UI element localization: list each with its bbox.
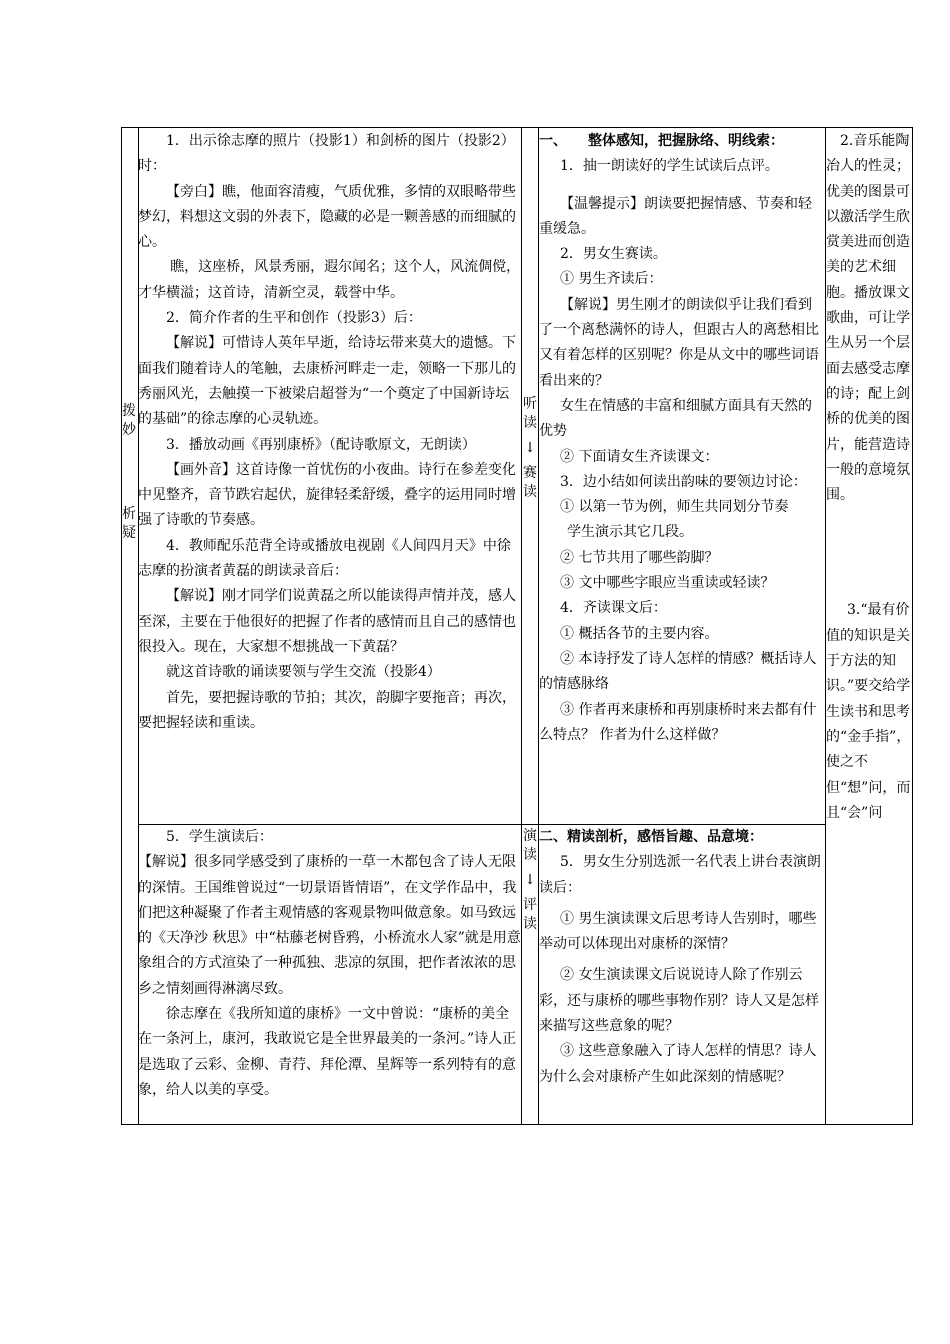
student-activity-cell-top [539,129,825,748]
paragraph: 学生演示其它几段。 [567,524,693,541]
label-char: 演 [523,828,537,844]
paragraph: 【温馨提示】朗读要把握情感、节奏和轻重缓急。 [539,195,812,237]
table-border-left [121,127,122,1125]
label-char: 拨 [122,403,136,419]
paragraph: 徐志摩在《我所知道的康桥》一文中曾说：“康桥的美全在一条河上，康河，我敢说它是全世界最美的一条河。”诗人正是选取了云彩、金柳、青荇、拜伦潭、星辉等一系列特有的意象，给人以美的享受。 [138,1006,517,1098]
paragraph: 瞧，这座桥，风景秀丽，遐尔闻名；这个人，风流倜傥，才华横溢；这首诗，清新空灵，载誉中华。 [138,259,521,301]
label-char: 读 [523,916,537,932]
paragraph: 【画外音】这首诗像一首忧伤的小夜曲。诗行在参差变化中见整齐，音节跌宕起伏，旋律轻柔舒缓，叠字的运用同时增强了诗歌的节奏感。 [138,461,516,529]
paragraph: 3．播放动画《再别康桥》（配诗歌原文，无朗读） [166,436,476,453]
arrow-down-icon: ↓ [524,872,536,888]
paragraph: ③ 这些意象融入了诗人怎样的情思？诗人为什么会对康桥产生如此深刻的情感呢？ [539,1043,817,1085]
teacher-activity-cell-top [138,129,521,736]
paragraph: 4．齐读课文后： [560,600,667,617]
paragraph: 2．男女生赛读。 [560,246,667,263]
design-note: 2.音乐能陶冶人的性灵；优美的图景可以激活学生欣赏美进而创造美的艺术细胞。播放课文歌曲，可让学生从另一个层面去感受志摩的诗；配上剑桥的优美的图片，能营造诗一般的意境氛围。 [826,133,910,504]
paragraph: ② 七节共用了哪些韵脚？ [560,549,719,566]
paragraph: ② 本诗抒发了诗人怎样的情感？概括诗人的情感脉络 [539,650,817,693]
paragraph: 【旁白】瞧，他面容清瘦，气质优雅，多情的双眼略带些梦幻，料想这文弱的外表下，隐藏的必是一颗善感的而细腻的心。 [138,183,516,251]
paragraph: ③ 作者再来康桥和再别康桥时来去都有什么特点？ 作者为什么这样做？ [539,701,817,743]
label-char: 评 [523,897,537,913]
paragraph: 3．边小结如何读出韵味的要领边讨论： [560,473,807,490]
mid-label-bottom [522,827,538,934]
left-label-bottom [121,505,137,543]
label-char: 妙 [122,422,136,438]
paragraph: ② 女生演读课文后说说诗人除了作别云彩，还与康桥的哪些事物作别？诗人又是怎样来描写这些意象的呢？ [539,967,819,1035]
paragraph: ① 男生齐读后： [560,271,663,288]
design-note: 3.“最有价值的知识是关于方法的知识。”要交给学生读书和思考的“金手指”，使之不但“想”问，而且“会”问 [826,602,911,821]
paragraph: 【解说】刚才同学们说黄磊之所以能读得声情并茂，感人至深，主要在于他很好的把握了作者的感情而且自己的感情也很投入。现在，大家想不想挑战一下黄磊？ [138,588,516,655]
label-char: 读 [523,415,537,431]
paragraph: ① 以第一节为例，师生共同划分节奏 [560,499,789,516]
section-heading: 二、精读剖析，感悟旨趣、品意境： [539,829,763,845]
paragraph: ③ 文中哪些字眼应当重读或轻读？ [560,575,775,592]
label-char: 析 [122,506,136,522]
label-char: 读 [523,847,537,863]
lesson-table [121,127,913,1125]
student-activity-cell-bottom [539,825,825,1090]
section-heading: 一、 整体感知，把握脉络、明线索： [539,133,784,149]
table-border-right [912,127,913,1125]
paragraph: 就这首诗歌的诵读要领与学生交流（投影4） [166,664,441,681]
paragraph: 女生在情感的丰富和细腻方面具有天然的优势 [539,397,812,440]
mid-label-top [522,395,538,502]
label-char: 疑 [122,525,136,541]
left-label-top [121,402,137,440]
table-border-bottom [121,1124,913,1125]
arrow-down-icon: ↓ [524,440,536,456]
paragraph: 【解说】男生刚才的朗读似乎让我们看到了一个离愁满怀的诗人，但跟古人的离愁相比又有着怎样的区别呢？你是从文中的哪些词语看出来的？ [539,296,819,389]
column-divider [521,127,522,1125]
design-notes-cell [826,129,911,826]
table-border-top [121,127,913,128]
paragraph: 2．简介作者的生平和创作（投影3）后： [166,310,422,327]
paragraph: 【解说】很多同学感受到了康桥的一草一木都包含了诗人无限的深情。王国维曾说过“一切景语皆情语”，在文学作品中，我们把这种凝聚了作者主观情感的客观景物叫做意象。如马致远的《天净沙 秋思》中“枯藤老树昏鸦，小桥流水人家”就是用意象组合的方式渲染了一种孤独、悲凉的氛围，把作者浓浓的思乡之情刻画得淋漓尽致。 [138,854,521,997]
paragraph: 5．学生演读后： [166,829,273,845]
label-char: 听 [523,396,537,412]
paragraph: 【解说】可惜诗人英年早逝，给诗坛带来莫大的遗憾。下面我们随着诗人的笔触，去康桥河畔走一走，领略一下那儿的秀丽风光，去触摸一下被梁启超誉为“一个奠定了中国新诗坛的基础”的徐志摩的心灵轨迹。 [138,335,516,428]
paragraph: 4．教师配乐范背全诗或播放电视剧《人间四月天》中徐志摩的扮演者黄磊的朗读录音后： [138,537,511,580]
paragraph: ② 下面请女生齐读课文： [560,448,719,465]
paragraph: 5．男女生分别选派一名代表上讲台表演朗读后： [539,854,821,896]
paragraph: ① 男生演读课文后思考诗人告别时，哪些举动可以体现出对康桥的深情？ [539,910,817,953]
label-char: 赛 [523,465,537,481]
label-char: 读 [523,484,537,500]
paragraph: ① 概括各节的主要内容。 [560,625,719,642]
teacher-activity-cell-bottom [138,825,521,1103]
paragraph: 1．出示徐志摩的照片（投影1）和剑桥的图片（投影2）时： [138,133,515,175]
paragraph: 首先，要把握诗歌的节拍；其次，韵脚字要拖音；再次，要把握轻读和重读。 [138,689,516,731]
paragraph: 1．抽一朗读好的学生试读后点评。 [560,158,779,175]
